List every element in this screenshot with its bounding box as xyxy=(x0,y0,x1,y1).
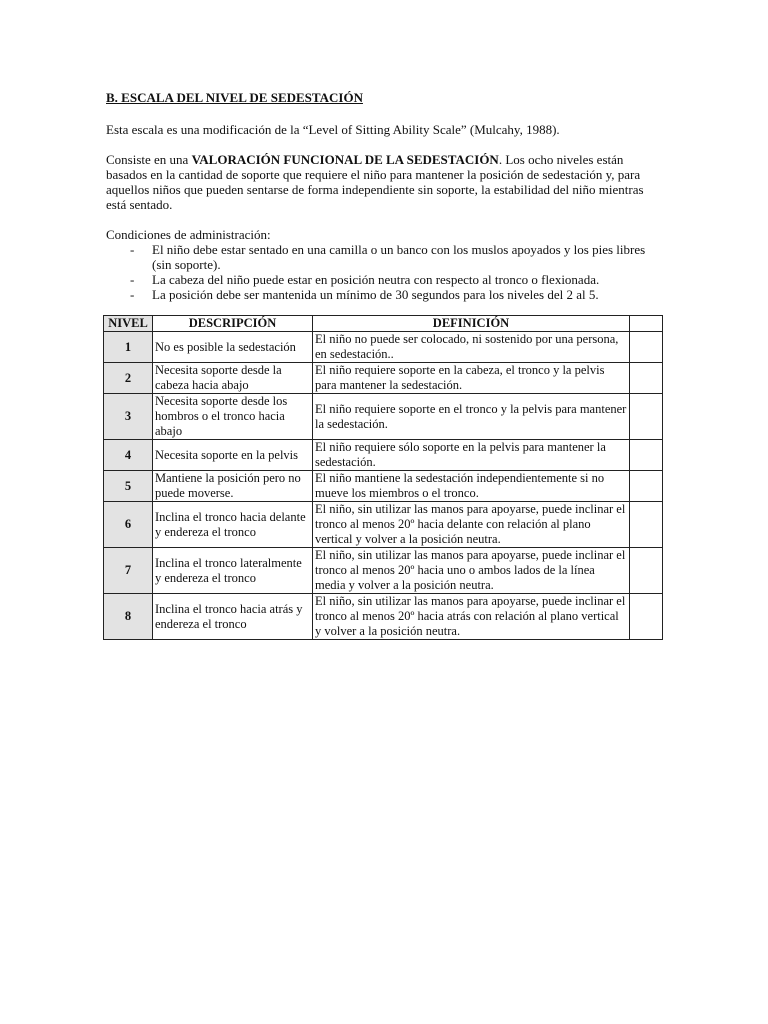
description-paragraph xyxy=(106,152,666,212)
bullet-dash: - xyxy=(130,242,135,257)
condition-text: La cabeza del niño puede estar en posición neutra con respecto al tronco o flexionada. xyxy=(152,272,600,287)
nivel-cell: 4 xyxy=(104,440,153,471)
table-row xyxy=(104,471,663,502)
condition-text: La posición debe ser mantenida un mínimo de 30 segundos para los niveles del 2 al 5. xyxy=(152,287,599,302)
condition-item xyxy=(106,287,666,302)
extra-cell xyxy=(630,363,663,394)
nivel-cell: 1 xyxy=(104,332,153,363)
descripcion-cell: Necesita soporte en la pelvis xyxy=(153,440,313,471)
bullet-dash: - xyxy=(130,287,135,302)
header-nivel: NIVEL xyxy=(104,316,153,332)
nivel-cell: 5 xyxy=(104,471,153,502)
description-prefix: Consiste en una xyxy=(106,152,192,167)
extra-cell xyxy=(630,440,663,471)
nivel-cell: 7 xyxy=(104,548,153,594)
header-descripcion: DESCRIPCIÓN xyxy=(153,316,313,332)
descripcion-cell: Inclina el tronco lateralmente y endereza el tronco xyxy=(153,548,313,594)
sitting-scale-table xyxy=(103,315,663,640)
descripcion-cell: Inclina el tronco hacia delante y endereza el tronco xyxy=(153,502,313,548)
header-extra xyxy=(630,316,663,332)
extra-cell xyxy=(630,548,663,594)
descripcion-cell: Inclina el tronco hacia atrás y endereza el tronco xyxy=(153,594,313,640)
nivel-cell: 3 xyxy=(104,394,153,440)
condition-item xyxy=(106,272,666,287)
definicion-cell: El niño requiere soporte en la cabeza, el tronco y la pelvis para mantener la sedestación. xyxy=(313,363,630,394)
document-body xyxy=(106,90,666,302)
condition-text: El niño debe estar sentado en una camilla o un banco con los muslos apoyados y los pies libres (sin soporte). xyxy=(152,242,646,272)
bullet-dash: - xyxy=(130,272,135,287)
table-row xyxy=(104,548,663,594)
definicion-cell: El niño, sin utilizar las manos para apoyarse, puede inclinar el tronco al menos 20º hacia uno o ambos lados de la línea media y volver a la posición neutra. xyxy=(313,548,630,594)
table-header-row xyxy=(104,316,663,332)
nivel-cell: 2 xyxy=(104,363,153,394)
extra-cell xyxy=(630,594,663,640)
header-definicion: DEFINICIÓN xyxy=(313,316,630,332)
extra-cell xyxy=(630,471,663,502)
definicion-cell: El niño, sin utilizar las manos para apoyarse, puede inclinar el tronco al menos 20º hacia atrás con relación al plano vertical y volver a la posición neutra. xyxy=(313,594,630,640)
table-row xyxy=(104,394,663,440)
descripcion-cell: Necesita soporte desde los hombros o el tronco hacia abajo xyxy=(153,394,313,440)
descripcion-cell: Necesita soporte desde la cabeza hacia abajo xyxy=(153,363,313,394)
descripcion-cell: Mantiene la posición pero no puede moverse. xyxy=(153,471,313,502)
table-row xyxy=(104,440,663,471)
description-rest: . Los ocho niveles están basados en la cantidad de soporte que requiere el niño para mantener la posición de sedestación y, para aquellos niños que pueden sentarse de forma independiente sin soporte, la estabilidad del niño mientras está sentado. xyxy=(106,152,644,212)
table-row xyxy=(104,502,663,548)
table-row xyxy=(104,594,663,640)
extra-cell xyxy=(630,332,663,363)
table-row xyxy=(104,363,663,394)
definicion-cell: El niño requiere sólo soporte en la pelvis para mantener la sedestación. xyxy=(313,440,630,471)
definicion-cell: El niño mantiene la sedestación independientemente si no mueve los miembros o el tronco. xyxy=(313,471,630,502)
intro-paragraph: Esta escala es una modificación de la “Level of Sitting Ability Scale” (Mulcahy, 1988). xyxy=(106,122,560,137)
conditions-title: Condiciones de administración: xyxy=(106,227,271,242)
table-row xyxy=(104,332,663,363)
nivel-cell: 6 xyxy=(104,502,153,548)
definicion-cell: El niño requiere soporte en el tronco y la pelvis para mantener la sedestación. xyxy=(313,394,630,440)
definicion-cell: El niño, sin utilizar las manos para apoyarse, puede inclinar el tronco al menos 20º hacia delante con relación al plano vertical y volver a la posición neutra. xyxy=(313,502,630,548)
page-title: B. ESCALA DEL NIVEL DE SEDESTACIÓN xyxy=(106,90,363,105)
conditions-list xyxy=(106,242,666,302)
extra-cell xyxy=(630,394,663,440)
extra-cell xyxy=(630,502,663,548)
definicion-cell: El niño no puede ser colocado, ni sostenido por una persona, en sedestación.. xyxy=(313,332,630,363)
description-bold: VALORACIÓN FUNCIONAL DE LA SEDESTACIÓN xyxy=(191,152,499,167)
condition-item xyxy=(106,242,666,272)
descripcion-cell: No es posible la sedestación xyxy=(153,332,313,363)
nivel-cell: 8 xyxy=(104,594,153,640)
